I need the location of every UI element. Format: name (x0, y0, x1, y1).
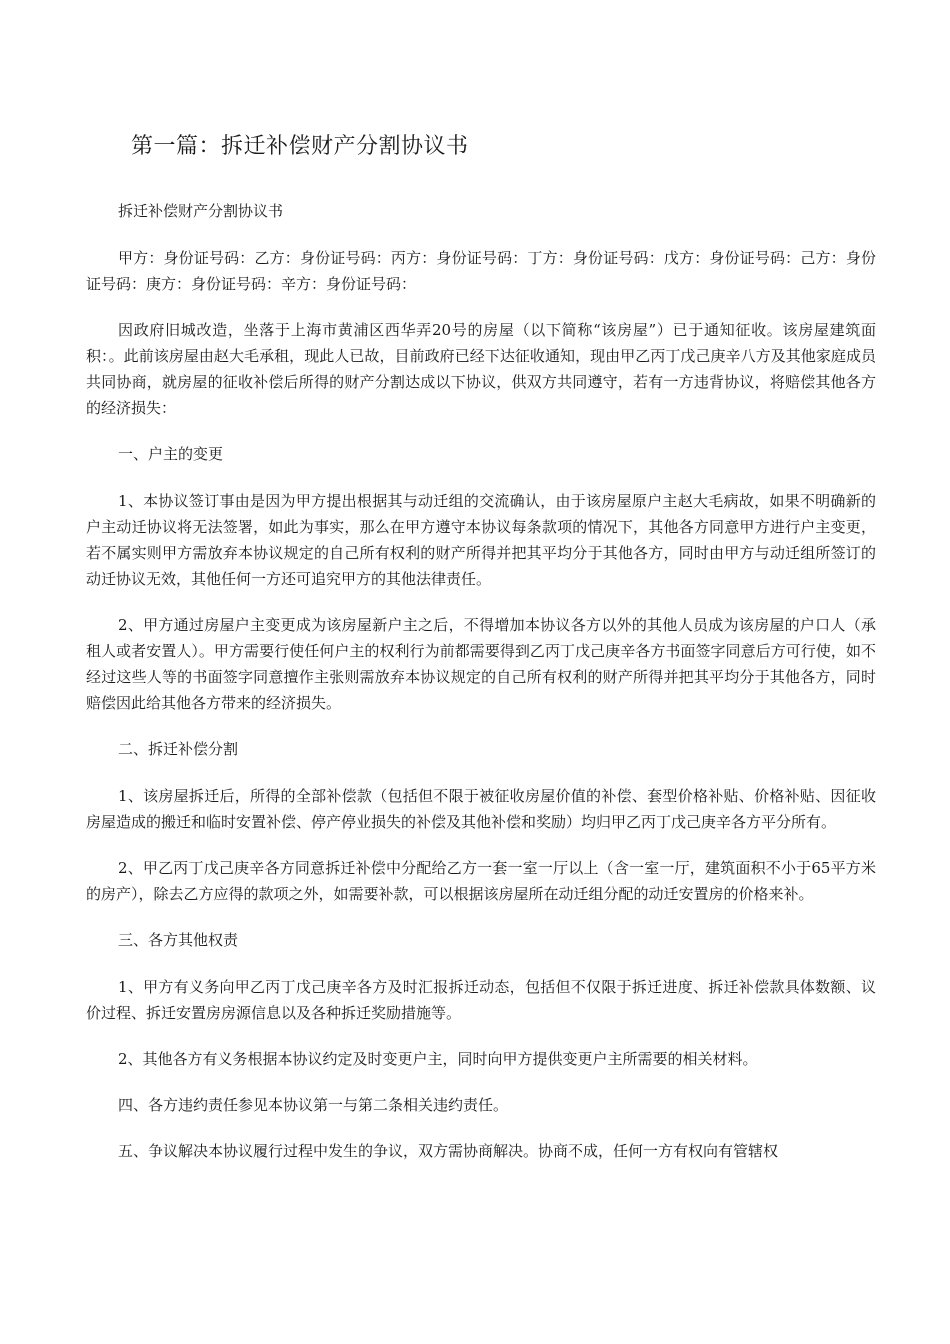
preamble-paragraph: 因政府旧城改造，坐落于上海市黄浦区西华弄20号的房屋（以下简称“该房屋”）已于通知征收。该房屋建筑面积：。此前该房屋由赵大毛承租，现此人已故，目前政府已经下达征收通知，现由甲乙丙丁戊己庚辛八方及其他家庭成员共同协商，就房屋的征收补偿后所得的财产分割达成以下协议，供双方共同遵守，若有一方违背协议，将赔偿其他各方的经济损失： (86, 321, 876, 417)
section-2-clause-1: 1、该房屋拆迁后，所得的全部补偿款（包括但不限于被征收房屋价值的补偿、套型价格补贴、价格补贴、因征收房屋造成的搬迁和临时安置补偿、停产停业损失的补偿及其他补偿和奖励）均归甲乙丙丁戊己庚辛各方平分所有。 (86, 787, 876, 831)
section-1-heading: 一、户主的变更 (118, 445, 224, 463)
section-1-clause-2: 2、甲方通过房屋户主变更成为该房屋新户主之后，不得增加本协议各方以外的其他人员成为该房屋的户口人（承租人或者安置人）。甲方需要行使任何户主的权利行为前都需要得到乙丙丁戊己庚辛各方书面签字同意后方可行使，如不经过这些人等的书面签字同意擅作主张则需放弃本协议规定的自己所有权利的财产所得并把其平均分于其他各方，同时赔偿因此给其他各方带来的经济损失。 (86, 616, 876, 712)
section-2-heading: 二、拆迁补偿分割 (118, 740, 239, 758)
document-subtitle: 拆迁补偿财产分割协议书 (118, 202, 284, 220)
section-2-clause-2: 2、甲乙丙丁戊己庚辛各方同意拆迁补偿中分配给乙方一套一室一厅以上（含一室一厅，建筑面积不小于65平方米的房产），除去乙方应得的款项之外，如需要补款，可以根据该房屋所在动迁组分配的动迁安置房的价格来补。 (86, 859, 876, 903)
document-body (86, 198, 876, 1184)
section-4-paragraph: 四、各方违约责任参见本协议第一与第二条相关违约责任。 (118, 1096, 509, 1114)
parties-paragraph: 甲方：身份证号码：乙方：身份证号码：丙方：身份证号码：丁方：身份证号码：戊方：身份证号码：己方：身份证号码：庚方：身份证号码：辛方：身份证号码： (86, 249, 876, 293)
section-5-paragraph: 五、争议解决本协议履行过程中发生的争议，双方需协商解决。协商不成，任何一方有权向有管辖权 (118, 1142, 779, 1160)
section-3-clause-1: 1、甲方有义务向甲乙丙丁戊己庚辛各方及时汇报拆迁动态，包括但不仅限于拆迁进度、拆迁补偿款具体数额、议价过程、拆迁安置房房源信息以及各种拆迁奖励措施等。 (86, 978, 876, 1022)
section-3-clause-2: 2、其他各方有义务根据本协议约定及时变更户主，同时向甲方提供变更户主所需要的相关材料。 (118, 1050, 758, 1068)
section-3-heading: 三、各方其他权责 (118, 931, 239, 949)
document-title: 第一篇：拆迁补偿财产分割协议书 (131, 134, 469, 159)
section-1-clause-1: 1、本协议签订事由是因为甲方提出根据其与动迁组的交流确认，由于该房屋原户主赵大毛病故，如果不明确新的户主动迁协议将无法签署，如此为事实，那么在甲方遵守本协议每条款项的情况下，其他各方同意甲方进行户主变更，若不属实则甲方需放弃本协议规定的自己所有权利的财产所得并把其平均分于其他各方，同时由甲方与动迁组所签订的动迁协议无效，其他任何一方还可追究甲方的其他法律责任。 (86, 492, 876, 588)
